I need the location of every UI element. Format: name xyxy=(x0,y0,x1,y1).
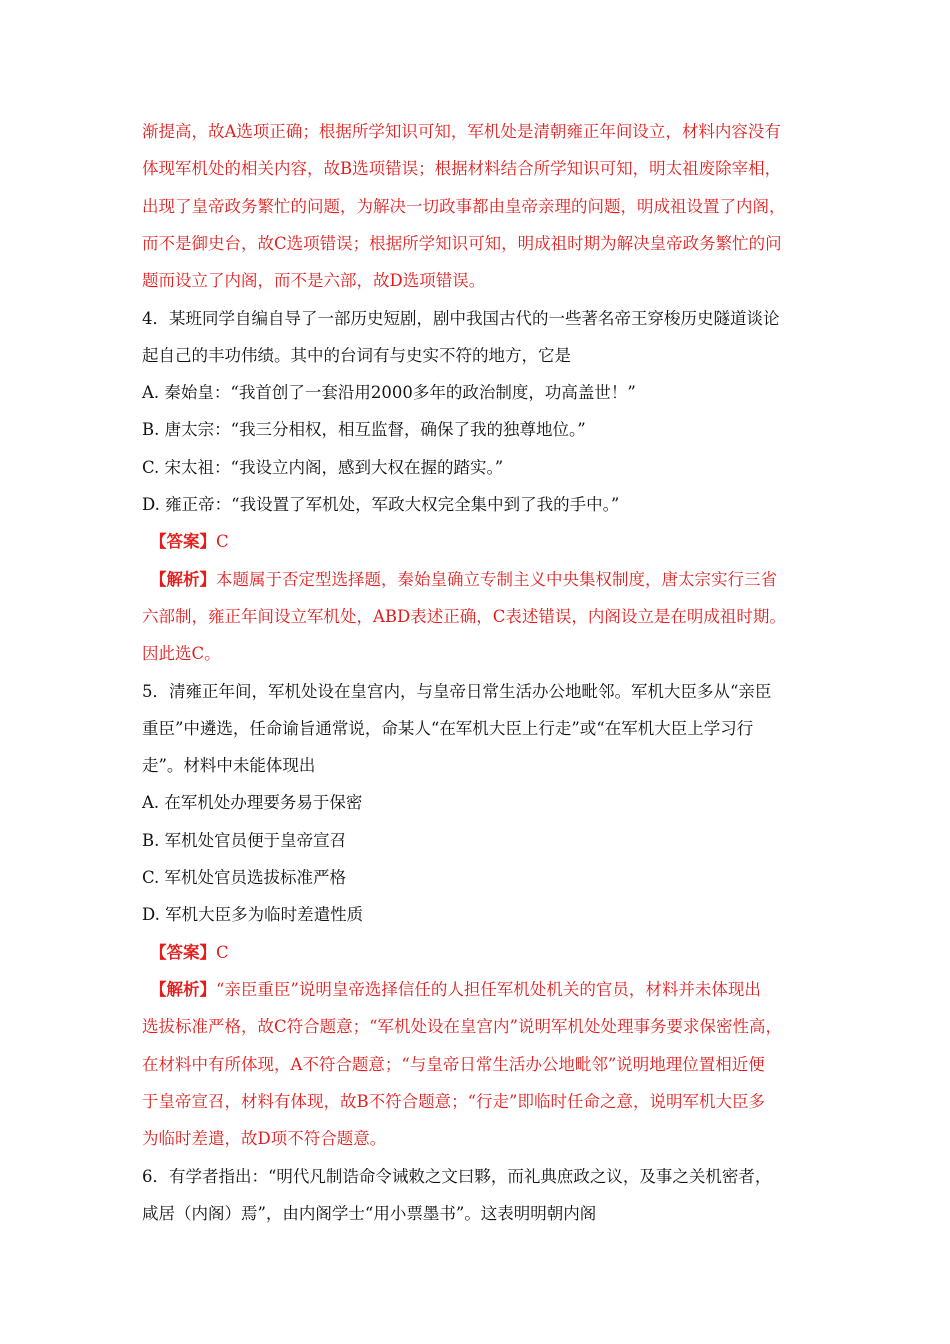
explanation-line: 出现了皇帝政务繁忙的问题，为解决一切政事都由皇帝亲理的问题，明成祖设置了内阁， xyxy=(142,197,786,216)
question-4-stem: 4．某班同学自编自导了一部历史短剧，剧中我国古代的一些著名帝王穿梭历史隧道谈论 xyxy=(142,309,780,328)
question-5-option-b: B. 军机处官员便于皇帝宣召 xyxy=(142,831,347,850)
question-4-analysis-line: 六部制，雍正年间设立军机处，ABD表述正确，C表述错误，内阁设立是在明成祖时期。 xyxy=(142,607,786,626)
answer-value: C xyxy=(216,943,229,962)
answer-value: C xyxy=(216,532,229,551)
analysis-text: “亲臣重臣”说明皇帝选择信任的人担任军机处机关的官员，材料并未体现出 xyxy=(216,980,761,999)
question-5-analysis-line: 为临时差遣，故D项不符合题意。 xyxy=(142,1129,387,1148)
question-5-analysis-line: 选拔标准严格，故C符合题意；“军机处设在皇宫内”说明军机处处理事务要求保密性高， xyxy=(142,1017,782,1036)
question-5-answer xyxy=(150,942,229,964)
question-4-analysis xyxy=(150,569,777,591)
question-5-stem: 重臣”中遴选，任命谕旨通常说，命某人“在军机大臣上行走”或“在军机大臣上学习行 xyxy=(142,719,754,738)
analysis-tag: 【解析】 xyxy=(150,570,216,589)
analysis-tag: 【解析】 xyxy=(150,980,216,999)
question-5-analysis xyxy=(150,979,761,1001)
question-4-option-c: C. 宋太祖：“我设立内阁，感到大权在握的踏实。” xyxy=(142,458,504,477)
question-5-analysis-line: 在材料中有所体现，A不符合题意；“与皇帝日常生活办公地毗邻”说明地理位置相近便 xyxy=(142,1055,765,1074)
question-5-stem: 走”。材料中未能体现出 xyxy=(142,756,316,775)
question-5-option-c: C. 军机处官员选拔标准严格 xyxy=(142,868,347,887)
question-6-stem: 咸居（内阁）焉”，由内阁学士“用小票墨书”。这表明明朝内阁 xyxy=(142,1204,597,1223)
question-5-analysis-line: 于皇帝宣召，材料有体现，故B不符合题意；“行走”即临时任命之意，说明军机大臣多 xyxy=(142,1092,765,1111)
question-4-option-b: B. 唐太宗：“我三分相权，相互监督，确保了我的独尊地位。” xyxy=(142,420,586,439)
explanation-line: 渐提高，故A选项正确；根据所学知识可知，军机处是清朝雍正年间设立，材料内容没有 xyxy=(142,122,781,141)
answer-tag: 【答案】 xyxy=(150,532,216,551)
question-6-stem: 6．有学者指出：“明代凡制诰命令诫敕之文曰夥，而礼典庶政之议，及事之关机密者， xyxy=(142,1167,772,1186)
answer-tag: 【答案】 xyxy=(150,943,216,962)
question-4-option-d: D. 雍正帝：“我设置了军机处，军政大权完全集中到了我的手中。” xyxy=(142,495,620,514)
explanation-line: 题而设立了内阁，而不是六部，故D选项错误。 xyxy=(142,271,486,290)
question-4-stem: 起自己的丰功伟绩。其中的台词有与史实不符的地方，它是 xyxy=(142,346,571,365)
question-5-option-a: A. 在军机处办理要务易于保密 xyxy=(142,793,363,812)
question-5-stem: 5．清雍正年间，军机处设在皇宫内，与皇帝日常生活办公地毗邻。军机大臣多从“亲臣 xyxy=(142,682,772,701)
question-5-option-d: D. 军机大臣多为临时差遣性质 xyxy=(142,905,364,924)
explanation-line: 而不是御史台，故C选项错误；根据所学知识可知，明成祖时期为解决皇帝政务繁忙的问 xyxy=(142,234,782,253)
question-4-analysis-line: 因此选C。 xyxy=(142,644,221,663)
explanation-line: 体现军机处的相关内容，故B选项错误；根据材料结合所学知识可知，明太祖废除宰相， xyxy=(142,159,782,178)
question-4-option-a: A. 秦始皇：“我首创了一套沿用2000多年的政治制度，功高盖世！” xyxy=(142,383,636,402)
question-4-answer xyxy=(150,531,229,553)
analysis-text: 本题属于否定型选择题，秦始皇确立专制主义中央集权制度，唐太宗实行三省 xyxy=(216,570,777,589)
